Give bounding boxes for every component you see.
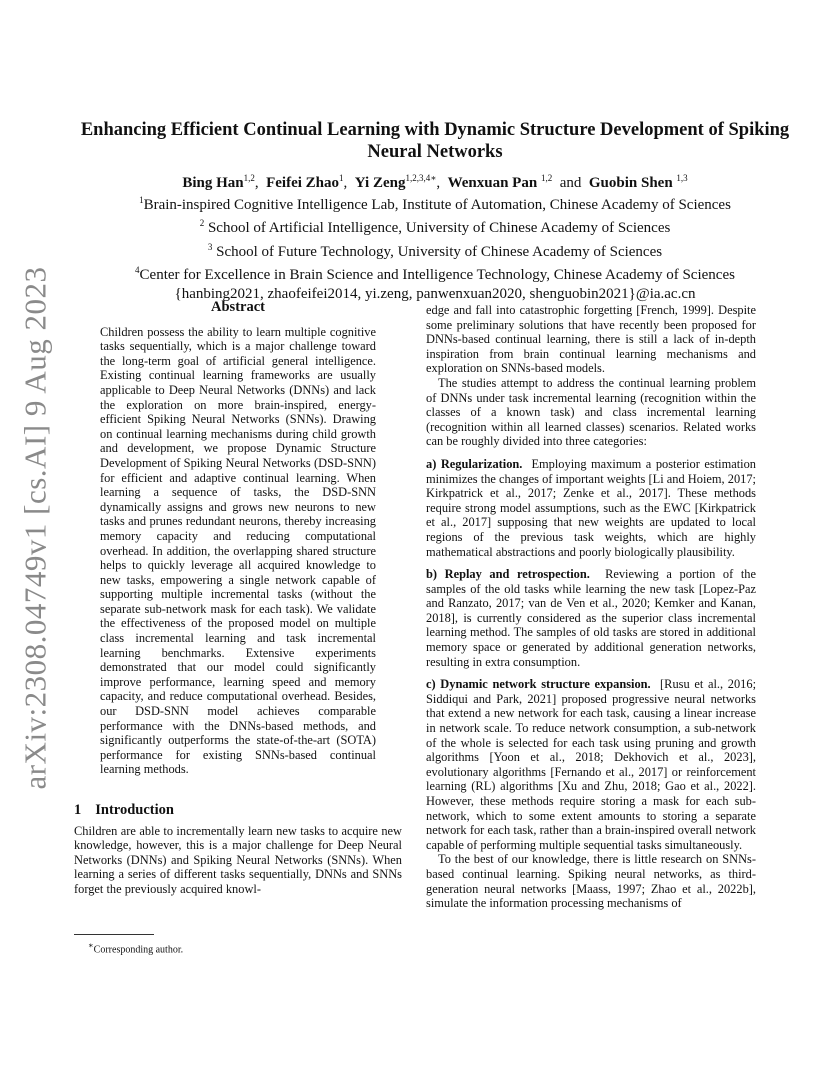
author-name: Bing Han bbox=[182, 175, 244, 191]
abstract-body: Children possess the ability to learn multiple cognitive tasks sequentially, which is a major challenge toward the long-term goal of artificial general intelligence. Existing continual learning frameworks are usually applicable to Deep Neural Networks (DNNs) and lack the exploration on more brain-inspired, energy-efficient Spiking Neural Networks (SNNs). Drawing on continual learning mechanisms during child growth and development, we propose Dynamic Structure Development of Spiking Neural Networks (DSD-SNN) for efficient and adaptive continual learning. When learning a sequence of tasks, the DSD-SNN dynamically assigns and grows new neurons to new tasks and prunes redundant neurons, thereby increasing memory capacity and reducing computational overhead. In addition, the overlapping shared structure helps to quickly leverage all acquired knowledge to new tasks, empowering a single network capable of supporting multiple incremental tasks (without the separate sub-network mask for each task). We validate the effectiveness of the proposed model on multiple class incremental learning and task incremental learning benchmarks. Extensive experiments demonstrated that our model could significantly improve performance, learning speed and memory capacity, and reduce computational overhead. Besides, our DSD-SNN model achieves comparable performance with the DNNs-based methods, and significantly outperforms the state-of-the-art (SOTA) performance for existing SNNs-based continual learning methods. bbox=[100, 324, 376, 777]
footnote: ∗Corresponding author. bbox=[88, 941, 184, 956]
abstract-heading: Abstract bbox=[211, 299, 265, 315]
left-column bbox=[74, 300, 402, 897]
affiliation-line: $^2$ School of Artificial Intelligence, University of Chinese Academy of Sciences bbox=[199, 218, 671, 237]
affiliation-line: $^3$ School of Future Technology, University of Chinese Academy of Sciences bbox=[207, 241, 663, 260]
category-dynamic-structure: c) Dynamic network structure expansion. [Rusu et al., 2016; Siddiqui and Park, 2021] proposed progressive neural networks that extend a new network for each task, causing a linear increase in network scale. To reduce network consumption, a sub-network of the whole is selected for each task using pruning and growth algorithms [Yoon et al., 2018; Dekhovich et al., 2023], evolutionary algorithms [Fernando et al., 2017] or reinforcement learning (RL) algorithms [Xu and Zhu, 2018; Gao et al., 2022]. However, these methods require storing a mask for each sub-network, which to some extent amounts to storing a separate network for each task, rather than a brain-inspired overall network capable of performing multiple sequential tasks simultaneously. bbox=[426, 677, 757, 852]
body-paragraph: To the best of our knowledge, there is little research on SNNs-based continual learning. Spiking neural networks, as third-generation neural networks [Maass, 1997; Zhao et al., 2022b], simulate the information processing mechanisms of bbox=[426, 852, 756, 911]
author-name: Wenxuan Pan bbox=[447, 175, 538, 191]
affiliation-line: $^1$Brain-inspired Cognitive Intelligence Lab, Institute of Automation, Chinese Academy of Sciences bbox=[139, 195, 731, 213]
author-name: Feifei Zhao bbox=[266, 175, 339, 191]
footnote-rule bbox=[74, 934, 154, 935]
intro-paragraph: Children are able to incrementally learn new tasks to acquire new knowledge, however, this is a major challenge for Deep Neural Networks (DNNs) and Spiking Neural Networks (SNNs). When learning a series of different tasks sequentially, DNNs and SNNs forget the previously acquired knowl- bbox=[74, 823, 402, 896]
body-paragraph: The studies attempt to address the continual learning problem of DNNs under task incremental learning (recognition within the classes of a known task) and class incremental learning (recognition within all learned classes) scenarios. Related works can be roughly divided into three categories: bbox=[426, 375, 756, 449]
author-name: Guobin Shen bbox=[588, 175, 673, 191]
author-name: Yi Zeng bbox=[354, 175, 406, 191]
category-regularization: a) Regularization. Employing maximum a posterior estimation minimizes the changes of important weights [Li and Hoiem, 2017; Kirkpatrick et al., 2017; Zenke et al., 2017]. These methods require strong model assumptions, such as the EWC [Kirkpatrick et al., 2017] supposing that new weights are updated to local regions of the previous task weights, which are highly mathematical abstractions and poorly biologically plausibility. bbox=[426, 456, 757, 559]
affiliation-line: $^4$Center for Excellence in Brain Science and Intelligence Technology, Chinese Academy of Sciences bbox=[135, 265, 735, 284]
arxiv-id: arXiv:2308.04749v1 [cs.AI] 9 Aug 2023 bbox=[18, 265, 53, 790]
author-emails: {hanbing2021, zhaofeifei2014, yi.zeng, panwenxuan2020, shenguobin2021}@ia.ac.cn bbox=[174, 285, 696, 302]
section-heading-introduction: 1 Introduction bbox=[74, 802, 174, 818]
author-list: Bing Han$^{1,2}$, Feifei Zhao$^1$, Yi Zeng$^{1,2,3,4∗}$, Wenxuan Pan $^{1,2}$ and Guobin Shen $^{1,3}$ bbox=[182, 173, 688, 191]
affiliations bbox=[60, 191, 810, 303]
body-paragraph: edge and fall into catastrophic forgetting [French, 1999]. Despite some preliminary solutions that have recently been proposed for DNNs-based continual learning, there is still a lack of in-depth inspiration from brain continual learning mechanisms and exploration on SNNs-based models. bbox=[426, 303, 756, 376]
paper-title: Enhancing Efficient Continual Learning with Dynamic Structure Development of Spiking Neural Networks bbox=[80, 120, 790, 162]
right-column bbox=[426, 303, 756, 911]
category-replay: b) Replay and retrospection. Reviewing a portion of the samples of the old tasks while learning the new task [Lopez-Paz and Ranzato, 2017; van de Ven et al., 2020; Kemker and Kanan, 2018], is currently considered as the superior class incremental learning method. The samples of old tasks are stored in additional memory space or generated by additional generation networks, resulting in extra consumption. bbox=[426, 567, 756, 669]
arxiv-sidebar-stamp bbox=[12, 265, 60, 790]
